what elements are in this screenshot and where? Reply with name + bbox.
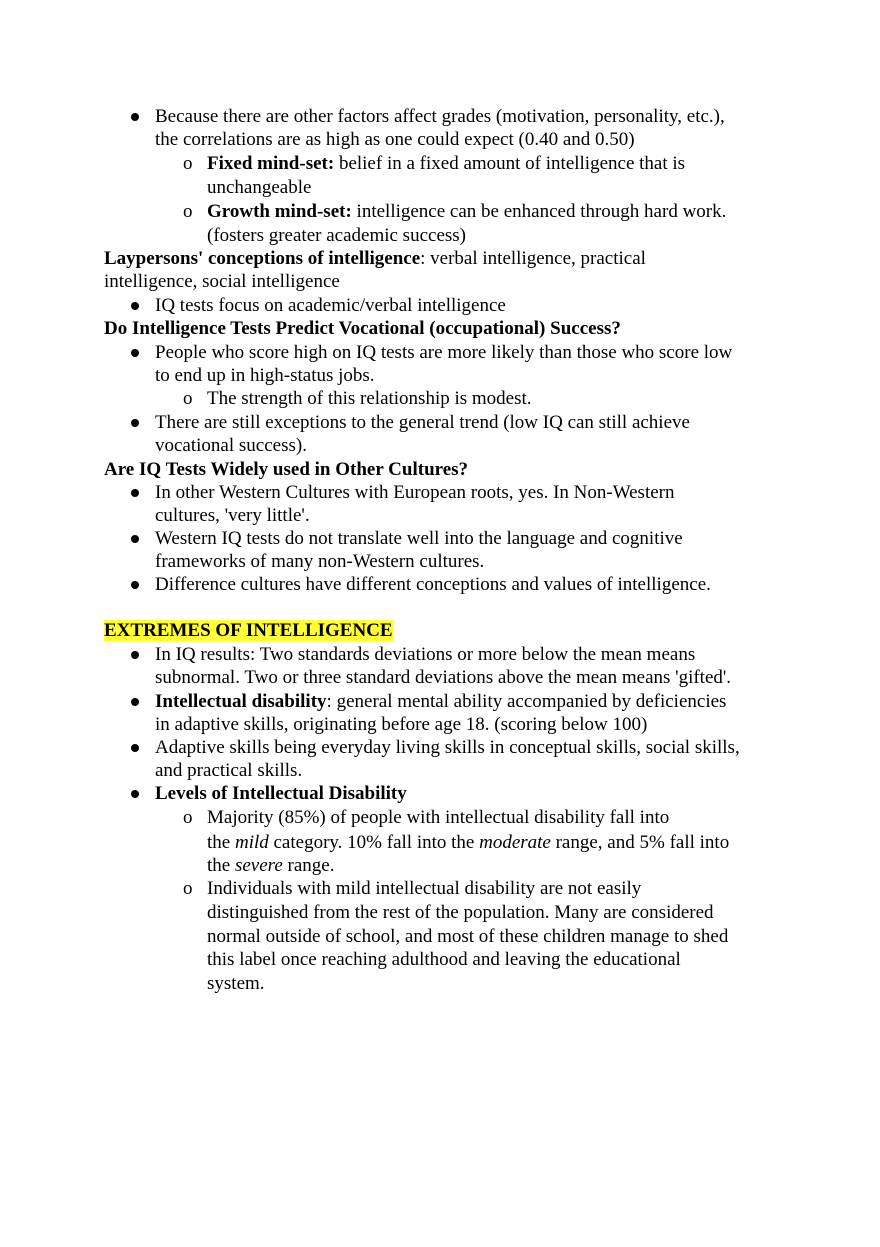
- text-line: subnormal. Two or three standard deviations above the mean means 'gifted'.: [155, 667, 732, 688]
- text-run: the: [207, 832, 235, 853]
- bullet-dot: [131, 535, 139, 543]
- text-line: [207, 831, 729, 854]
- bullet-dot: [131, 744, 139, 752]
- text-line: There are still exceptions to the general trend (low IQ can still achieve: [155, 412, 690, 433]
- heading-term: Laypersons' conceptions of intelligence: [104, 248, 421, 269]
- text-line: [207, 152, 685, 175]
- bullet-dot: [131, 113, 139, 121]
- text-line: (fosters greater academic success): [207, 225, 466, 246]
- text-line: to end up in high-status jobs.: [155, 365, 375, 386]
- section-heading-cultures: [104, 458, 468, 481]
- text-line: [155, 690, 726, 713]
- definition-text: : general mental ability accompanied by deficiencies: [326, 691, 727, 712]
- heading-text: Do Intelligence Tests Predict Vocational (occupational) Success?: [104, 318, 621, 339]
- text-line: Difference cultures have different conceptions and values of intelligence.: [155, 574, 711, 595]
- section-heading-laypersons: [104, 247, 646, 270]
- text-line: intelligence, social intelligence: [104, 271, 340, 292]
- text-line: normal outside of school, and most of these children manage to shed: [207, 926, 729, 947]
- heading-rest: : verbal intelligence, practical: [420, 248, 646, 269]
- bullet-dot: [131, 651, 139, 659]
- section-heading-extremes: [104, 619, 393, 642]
- bullet-dot: [131, 581, 139, 589]
- sub-bullet-marker: o: [183, 388, 193, 409]
- text-run: range, and 5% fall into: [550, 832, 730, 853]
- text-line: Individuals with mild intellectual disability are not easily: [207, 878, 642, 899]
- italic-term: moderate: [479, 832, 551, 853]
- term-intellectual-disability: Intellectual disability: [155, 691, 327, 712]
- text-line: vocational success).: [155, 435, 307, 456]
- text-line: Western IQ tests do not translate well into the language and cognitive: [155, 528, 683, 549]
- text-line: distinguished from the rest of the population. Many are considered: [207, 902, 714, 923]
- text-line: People who score high on IQ tests are more likely than those who score low: [155, 342, 733, 363]
- text-line: [207, 854, 335, 877]
- bullet-dot: [131, 419, 139, 427]
- text-line: In other Western Cultures with European roots, yes. In Non-Western: [155, 482, 675, 503]
- text-line: and practical skills.: [155, 760, 303, 781]
- definition-text: intelligence can be enhanced through hard work.: [351, 201, 727, 222]
- sub-bullet-marker: o: [183, 201, 193, 222]
- bullet-dot: [131, 302, 139, 310]
- text-line: In IQ results: Two standards deviations or more below the mean means: [155, 644, 696, 665]
- text-line: unchangeable: [207, 177, 312, 198]
- text-line: Adaptive skills being everyday living skills in conceptual skills, social skills,: [155, 737, 740, 758]
- text-line: [155, 782, 407, 805]
- text-line: in adaptive skills, originating before age 18. (scoring below 100): [155, 714, 648, 735]
- section-heading-vocational: [104, 317, 621, 340]
- term-fixed-mindset: Fixed mind-set:: [207, 153, 335, 174]
- sub-bullet-marker: o: [183, 153, 193, 174]
- definition-text: belief in a fixed amount of intelligence that is: [334, 153, 686, 174]
- text-line: The strength of this relationship is modest.: [207, 388, 532, 409]
- text-line: cultures, 'very little'.: [155, 505, 310, 526]
- bullet-dot: [131, 349, 139, 357]
- heading-text: Are IQ Tests Widely used in Other Cultures?: [104, 459, 469, 480]
- sub-bullet-marker: o: [183, 878, 193, 899]
- text-line: [207, 200, 726, 223]
- text-line: IQ tests focus on academic/verbal intelligence: [155, 295, 506, 316]
- text-line: this label once reaching adulthood and leaving the educational: [207, 949, 681, 970]
- italic-term: severe: [234, 855, 283, 876]
- term-growth-mindset: Growth mind-set:: [207, 201, 352, 222]
- bullet-dot: [131, 489, 139, 497]
- highlighted-heading: EXTREMES OF INTELLIGENCE: [104, 620, 393, 641]
- levels-heading: Levels of Intellectual Disability: [155, 783, 407, 804]
- text-line: Because there are other factors affect grades (motivation, personality, etc.),: [155, 106, 725, 127]
- bullet-dot: [131, 698, 139, 706]
- sub-bullet-marker: o: [183, 807, 193, 828]
- text-line: the correlations are as high as one could expect (0.40 and 0.50): [155, 129, 635, 150]
- text-line: system.: [207, 973, 265, 994]
- text-run: category. 10% fall into the: [268, 832, 480, 853]
- bullet-dot: [131, 790, 139, 798]
- text-line: frameworks of many non-Western cultures.: [155, 551, 485, 572]
- text-run: range.: [282, 855, 335, 876]
- italic-term: mild: [234, 832, 269, 853]
- text-line: Majority (85%) of people with intellectual disability fall into: [207, 807, 670, 828]
- text-run: the: [207, 855, 235, 876]
